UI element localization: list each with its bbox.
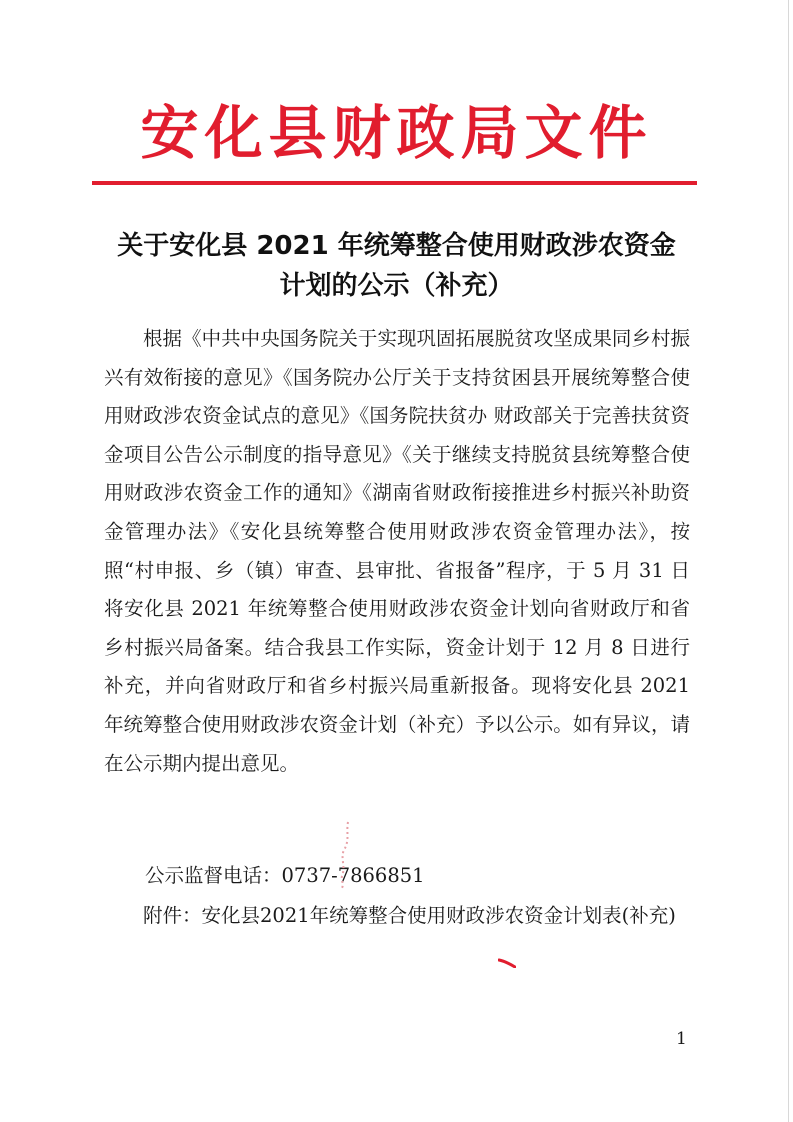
seal-trace-mark [330,820,360,890]
scan-edge-line [788,0,789,1122]
header-red-rule [92,181,697,185]
body-paragraph: 根据《中共中央国务院关于实现巩固拓展脱贫攻坚成果同乡村振兴有效衔接的意见》《国务院办公厅关于支持贫困县开展统筹整合使用财政涉农资金试点的意见》《国务院扶贫办 财政部关于完善扶贫资金项目公告公示制度的指导意见》《关于继续支持脱贫县统筹整合使用财政涉农资金工作的通知》《湖南省财政衔接推进乡村振兴补助资金管理办法》《安化县统筹整合使用财政涉农资金管理办法》，按照“村申报、乡（镇）审查、县审批、省报备”程序，于 5 月 31 日将安化县 2021 年统筹整合使用财政涉农资金计划向省财政厅和省乡村振兴局备案。结合我县工作实际，资金计划于 12 月 8 日进行补充，并向省财政厅和省乡村振兴局重新报备。现将安化县 2021 年统筹整合使用财政涉农资金计划（补充）予以公示。如有异议，请在公示期内提出意见。 [104,327,690,775]
attachment-line: 附件：安化县2021年统筹整合使用财政涉农资金计划表(补充) [143,904,676,927]
page-number: 1 [676,1029,687,1049]
document-body [104,320,690,783]
document-title [60,226,733,306]
agency-header-title: 安化县财政局文件 [140,99,653,167]
document-title-line-1: 关于安化县 2021 年统筹整合使用财政涉农资金 [117,231,676,261]
supervision-phone: 公示监督电话：0737-7866851 [145,864,425,887]
red-ink-mark [498,958,516,968]
document-title-line-2: 计划的公示（补充） [279,271,514,301]
